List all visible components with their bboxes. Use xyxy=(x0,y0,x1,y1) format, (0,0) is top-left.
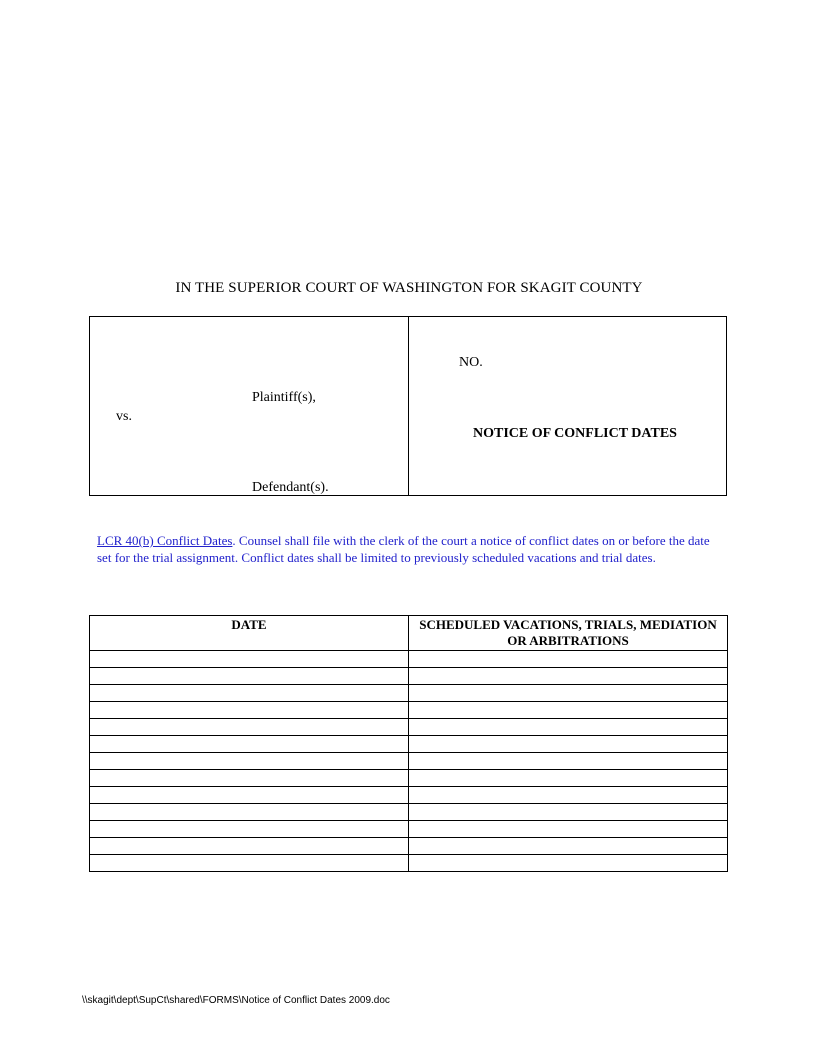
table-row xyxy=(90,804,728,821)
schedule-cell[interactable] xyxy=(409,804,728,821)
schedule-cell[interactable] xyxy=(409,719,728,736)
rule-link[interactable]: LCR 40(b) Conflict Dates xyxy=(97,533,233,548)
schedule-column-header: SCHEDULED VACATIONS, TRIALS, MEDIATION OR ARBITRATIONS xyxy=(409,616,728,651)
date-cell[interactable] xyxy=(90,702,409,719)
rule-paragraph xyxy=(97,532,722,566)
table-row xyxy=(90,838,728,855)
footer-file-path: \\skagit\dept\SupCt\shared\FORMS\Notice of Conflict Dates 2009.doc xyxy=(82,995,390,1006)
table-row xyxy=(90,753,728,770)
table-row xyxy=(90,787,728,804)
schedule-cell[interactable] xyxy=(409,770,728,787)
date-cell[interactable] xyxy=(90,736,409,753)
date-column-header: DATE xyxy=(90,616,409,651)
document-title: NOTICE OF CONFLICT DATES xyxy=(473,426,677,441)
schedule-cell[interactable] xyxy=(409,736,728,753)
table-body xyxy=(90,651,728,872)
caption-divider xyxy=(408,317,409,495)
schedule-cell[interactable] xyxy=(409,855,728,872)
schedule-cell[interactable] xyxy=(409,702,728,719)
date-cell[interactable] xyxy=(90,668,409,685)
date-cell[interactable] xyxy=(90,787,409,804)
date-cell[interactable] xyxy=(90,719,409,736)
plaintiff-label: Plaintiff(s), xyxy=(252,390,316,405)
table-row xyxy=(90,668,728,685)
date-cell[interactable] xyxy=(90,685,409,702)
table-row xyxy=(90,719,728,736)
table-row xyxy=(90,651,728,668)
table-row xyxy=(90,855,728,872)
schedule-cell[interactable] xyxy=(409,685,728,702)
table-row xyxy=(90,736,728,753)
schedule-cell[interactable] xyxy=(409,787,728,804)
date-cell[interactable] xyxy=(90,651,409,668)
date-cell[interactable] xyxy=(90,855,409,872)
schedule-cell[interactable] xyxy=(409,668,728,685)
date-cell[interactable] xyxy=(90,821,409,838)
court-title: IN THE SUPERIOR COURT OF WASHINGTON FOR SKAGIT COUNTY xyxy=(175,280,643,296)
table-row xyxy=(90,702,728,719)
table-row xyxy=(90,685,728,702)
schedule-cell[interactable] xyxy=(409,753,728,770)
vs-label: vs. xyxy=(116,409,132,424)
schedule-cell[interactable] xyxy=(409,651,728,668)
table-row xyxy=(90,821,728,838)
case-caption xyxy=(89,316,727,496)
table-header-row xyxy=(90,616,728,651)
date-cell[interactable] xyxy=(90,770,409,787)
case-number-label: NO. xyxy=(459,355,483,370)
date-cell[interactable] xyxy=(90,838,409,855)
date-cell[interactable] xyxy=(90,804,409,821)
table-row xyxy=(90,770,728,787)
date-cell[interactable] xyxy=(90,753,409,770)
defendant-label: Defendant(s). xyxy=(252,480,329,495)
rule-body-text: . Counsel shall file with the clerk of the court a notice of conflict dates on or before the date set for the trial assignment. Conflict dates shall be limited to previously scheduled vacations and trial dates. xyxy=(97,533,710,565)
conflict-dates-table xyxy=(89,615,728,872)
schedule-cell[interactable] xyxy=(409,821,728,838)
schedule-cell[interactable] xyxy=(409,838,728,855)
